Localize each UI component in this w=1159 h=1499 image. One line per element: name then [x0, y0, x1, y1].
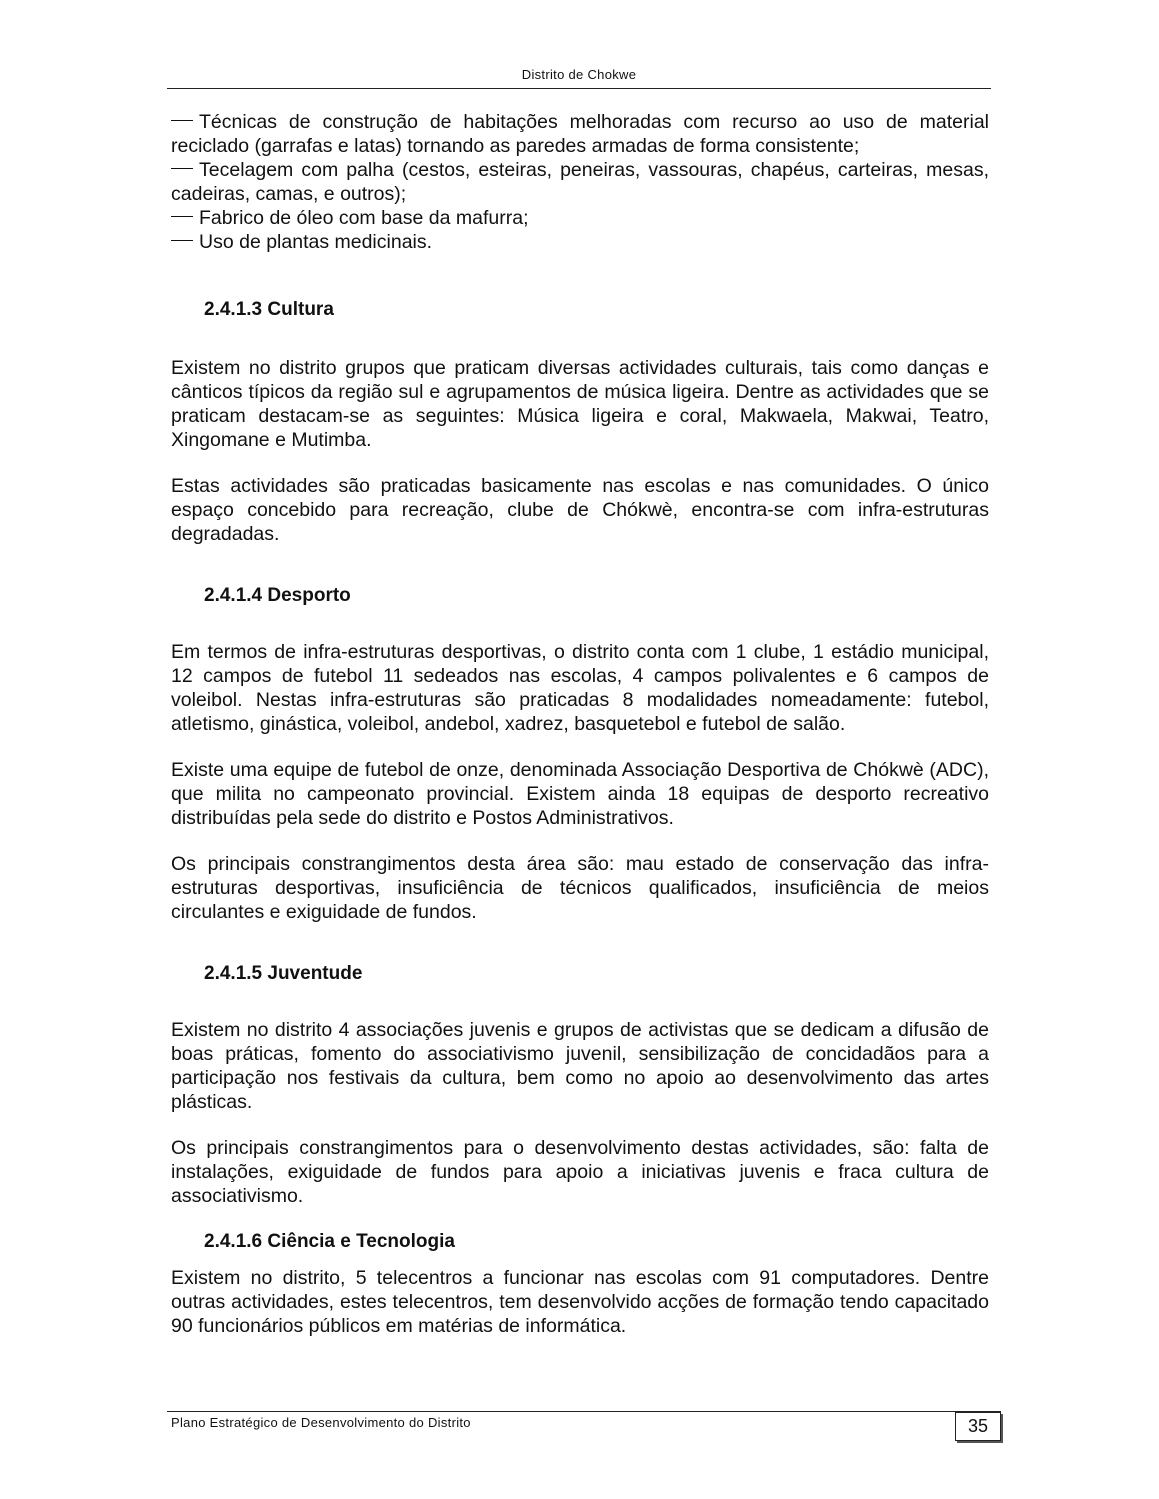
page-number: 35: [955, 1412, 1001, 1441]
paragraph: Existem no distrito, 5 telecentros a funcionar nas escolas com 91 computadores. Dentre outras actividades, estes telecentros, tem desenvolvido acções de formação tendo capacitado 90 funcionários públicos em matérias de informática.: [171, 1267, 989, 1337]
list-item: Fabrico de óleo com base da mafurra;: [171, 206, 989, 230]
section-heading-desporto: 2.4.1.4 Desporto: [204, 585, 351, 606]
list-item: Tecelagem com palha (cestos, esteiras, peneiras, vassouras, chapéus, carteiras, mesas, cadeiras, camas, e outros);: [171, 159, 989, 205]
section-heading-juventude: 2.4.1.5 Juventude: [204, 963, 363, 984]
footer-title: Plano Estratégico de Desenvolvimento do Distrito: [171, 1415, 471, 1430]
paragraph: Existe uma equipe de futebol de onze, denominada Associação Desportiva de Chókwè (ADC), que milita no campeonato provincial. Existem ainda 18 equipas de desporto recreativo distribuídas pela sede do distrito e Postos Administrativos.: [171, 759, 989, 829]
paragraph: Os principais constrangimentos desta área são: mau estado de conservação das infra-estruturas desportivas, insuficiência de técnicos qualificados, insuficiência de meios circulantes e exiguidade de fundos.: [171, 853, 989, 923]
paragraph: Em termos de infra-estruturas desportivas, o distrito conta com 1 clube, 1 estádio municipal, 12 campos de futebol 11 sedeados nas escolas, 4 campos polivalentes e 6 campos de voleibol. Nestas infra-estruturas são praticadas 8 modalidades nomeadamente: futebol, atletismo, ginástica, voleibol, andebol, xadrez, basquetebol e futebol de salão.: [171, 641, 989, 735]
footer-divider: [167, 1411, 1001, 1412]
dash-bullet-icon: [171, 120, 193, 121]
section-heading-cultura: 2.4.1.3 Cultura: [204, 299, 334, 320]
dash-bullet-icon: [171, 240, 193, 241]
dash-bullet-icon: [171, 168, 193, 169]
section-heading-ciencia-tecnologia: 2.4.1.6 Ciência e Tecnologia: [204, 1231, 455, 1252]
document-body: [171, 110, 989, 1338]
paragraph: Existem no distrito grupos que praticam diversas actividades culturais, tais como danças e cânticos típicos da região sul e agrupamentos de música ligeira. Dentre as actividades que se praticam destacam-se as seguintes: Música ligeira e coral, Makwaela, Makwai, Teatro, Xingomane e Mutimba.: [171, 357, 989, 451]
list-item: Técnicas de construção de habitações melhoradas com recurso ao uso de material reciclado (garrafas e latas) tornando as paredes armadas de forma consistente;: [171, 111, 989, 157]
paragraph: Os principais constrangimentos para o desenvolvimento destas actividades, são: falta de instalações, exiguidade de fundos para apoio a iniciativas juvenis e fraca cultura de associativismo.: [171, 1137, 989, 1207]
paragraph: Estas actividades são praticadas basicamente nas escolas e nas comunidades. O único espaço concebido para recreação, clube de Chókwè, encontra-se com infra-estruturas degradadas.: [171, 475, 989, 545]
bullet-list: [171, 110, 989, 254]
dash-bullet-icon: [171, 216, 193, 217]
paragraph: Existem no distrito 4 associações juvenis e grupos de activistas que se dedicam a difusão de boas práticas, fomento do associativismo juvenil, sensibilização de concidadãos para a participação nos festivais da cultura, bem como no apoio ao desenvolvimento das artes plásticas.: [171, 1019, 989, 1113]
page-header: Distrito de Chokwe: [167, 66, 991, 89]
list-item: Uso de plantas medicinais.: [171, 230, 989, 254]
